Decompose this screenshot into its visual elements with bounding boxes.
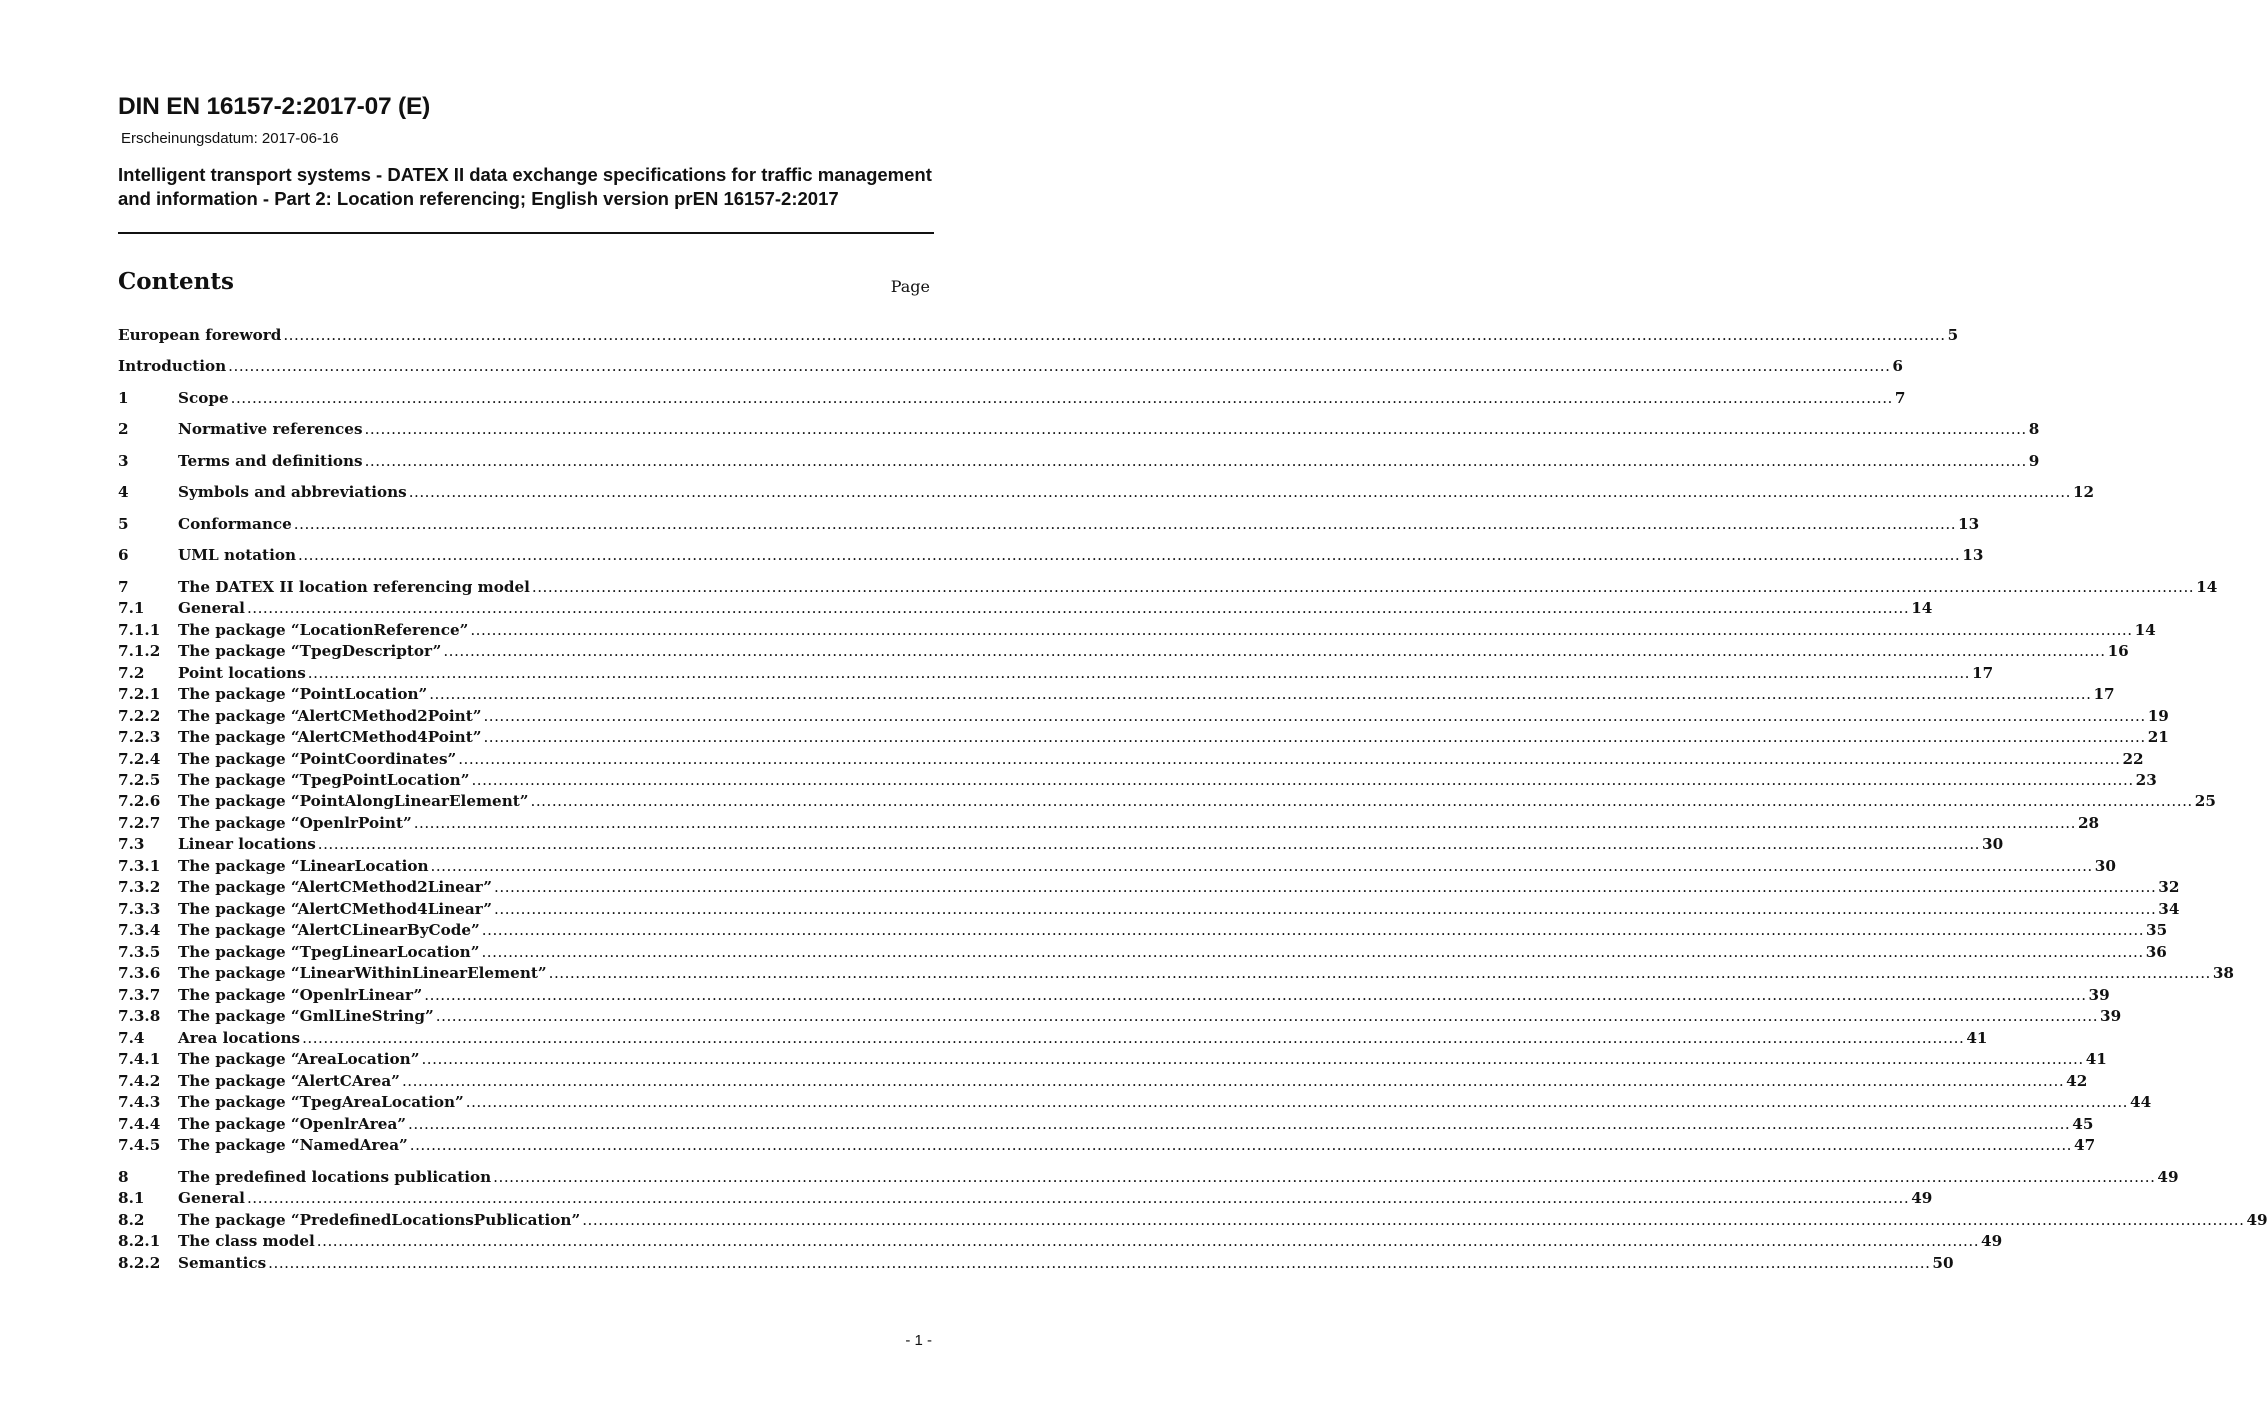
toc-entry-title: The package “GmlLineString” [178,1007,434,1025]
toc-entry-title: The package “AreaLocation” [178,1050,420,1068]
toc-leader-dots [483,707,2145,725]
toc-entry-number: 8.2.2 [118,1254,161,1272]
toc-entry-number: 7.2.1 [118,685,161,703]
toc-leader-dots [298,546,1960,564]
toc-entry-page: 38 [2212,964,2234,982]
toc-entry-title: Point locations [178,664,306,682]
toc-entry-number: 7.4.5 [118,1136,161,1154]
toc-entry-number: 7.2.6 [118,792,161,810]
toc-leader-dots [424,986,2086,1004]
toc-entry-page: 17 [1972,664,1994,682]
toc-entry-number: 7.1 [118,599,145,617]
toc-entry[interactable] [118,921,2168,943]
contents-heading: Contents [118,268,234,295]
toc-entry[interactable] [118,599,1933,621]
toc-entry-title: The package “AlertCLinearByCode” [178,921,480,939]
toc-leader-dots [317,1232,1979,1250]
toc-entry-page: 30 [2094,857,2116,875]
toc-entry-page: 22 [2122,750,2144,768]
toc-entry-page: 16 [2107,642,2129,660]
toc-entry-number: 7.4.2 [118,1072,161,1090]
toc-leader-dots [431,857,2093,875]
toc-entry-page: 9 [2028,452,2040,470]
toc-entry-number: 7 [118,578,129,596]
toc-leader-dots [494,900,2156,918]
toc-leader-dots [531,792,2193,810]
toc-entry[interactable] [118,792,2216,814]
toc-entry[interactable] [118,1072,2088,1094]
toc-entry-title: General [178,1189,245,1207]
toc-entry-number: 7.2.4 [118,750,161,768]
toc-entry[interactable] [118,621,2156,643]
toc-entry[interactable] [118,389,1906,411]
toc-entry-title: The package “PointAlongLinearElement” [178,792,529,810]
document-title: Intelligent transport systems - DATEX II data exchange specifications for traffic management and information - Part 2: Location referencing; English version prEN 16157-2:2017 [118,164,932,209]
toc-entry-title: Area locations [178,1029,301,1047]
toc-entry-title: The package “AlertCMethod4Linear” [178,900,493,918]
toc-entry-page: 7 [1894,389,1906,407]
toc-entry-number: 7.3.5 [118,943,161,961]
toc-entry-page: 49 [1911,1189,1933,1207]
toc-entry-title: European foreword [118,326,282,344]
toc-entry[interactable] [118,452,2040,474]
toc-entry-number: 7.3.4 [118,921,161,939]
toc-entry-title: The package “TpegDescriptor” [178,642,442,660]
toc-entry-page: 41 [1966,1029,1988,1047]
title-divider [118,232,934,234]
toc-entry-page: 30 [1982,835,2004,853]
toc-entry[interactable] [118,642,2129,664]
toc-entry-number: 7.1.1 [118,621,161,639]
toc-entry-number: 3 [118,452,129,470]
toc-entry-title: Semantics [178,1254,267,1272]
page-number: - 1 - [905,1332,932,1349]
toc-entry[interactable] [118,1168,2179,1190]
toc-entry-title: Normative references [178,420,363,438]
document-page [118,0,2268,1403]
toc-leader-dots [582,1211,2244,1229]
toc-entry-title: The package “NamedArea” [178,1136,408,1154]
toc-entry-page: 49 [2246,1211,2268,1229]
toc-entry[interactable] [118,878,2180,900]
toc-entry-page: 36 [2145,943,2167,961]
toc-entry-number: 7.3.3 [118,900,161,918]
toc-leader-dots [443,642,2105,660]
toc-entry-number: 7.4.4 [118,1115,161,1133]
toc-entry-page: 23 [2135,771,2157,789]
toc-entry-page: 49 [1981,1232,2003,1250]
toc-entry-number: 7.3.6 [118,964,161,982]
toc-entry[interactable] [118,1211,2268,1233]
toc-entry-title: The package “TpegAreaLocation” [178,1093,464,1111]
toc-leader-dots [470,621,2132,639]
toc-entry[interactable] [118,1115,2094,1137]
toc-entry-number: 4 [118,483,129,501]
toc-entry-number: 7.2 [118,664,145,682]
toc-entry-title: The package “TpegLinearLocation” [178,943,480,961]
toc-entry-page: 13 [1962,546,1984,564]
toc-entry[interactable] [118,750,2144,772]
toc-entry-page: 32 [2158,878,2180,896]
toc-entry-number: 7.4.3 [118,1093,161,1111]
toc-entry-title: Linear locations [178,835,316,853]
toc-entry-title: General [178,599,245,617]
toc-entry[interactable] [118,857,2116,879]
toc-entry[interactable] [118,943,2167,965]
toc-entry-page: 50 [1932,1254,1954,1272]
toc-entry-title: UML notation [178,546,297,564]
toc-entry-title: The package “PredefinedLocationsPublication” [178,1211,581,1229]
toc-entry-title: The package “AlertCMethod2Point” [178,707,482,725]
toc-entry-page: 8 [2028,420,2040,438]
toc-entry[interactable] [118,986,2110,1008]
toc-entry[interactable] [118,1007,2122,1029]
toc-entry-title: Symbols and abbreviations [178,483,407,501]
document-id: DIN EN 16157-2:2017-07 (E) [118,93,431,120]
toc-entry[interactable] [118,578,2218,600]
toc-entry-title: Scope [178,389,229,407]
toc-entry-title: The package “AlertCMethod4Point” [178,728,482,746]
toc-entry-page: 45 [2072,1115,2094,1133]
toc-entry-number: 7.2.7 [118,814,161,832]
toc-entry-number: 7.4 [118,1029,145,1047]
toc-entry[interactable] [118,420,2040,442]
toc-entry-page: 42 [2066,1072,2088,1090]
toc-entry[interactable] [118,964,2234,986]
toc-entry[interactable] [118,515,1980,537]
toc-leader-dots [493,1168,2155,1186]
toc-leader-dots [365,420,2027,438]
publication-date: Erscheinungsdatum: 2017-06-16 [121,130,339,147]
toc-entry-title: The package “AlertCArea” [178,1072,400,1090]
toc-entry[interactable] [118,1093,2152,1115]
page-column-label: Page [890,277,930,296]
toc-entry-number: 7.2.5 [118,771,161,789]
toc-entry-number: 7.4.1 [118,1050,161,1068]
toc-entry-title: The package “OpenlrPoint” [178,814,412,832]
toc-leader-dots [458,750,2120,768]
toc-leader-dots [482,921,2144,939]
toc-entry-page: 13 [1958,515,1980,533]
toc-leader-dots [494,878,2156,896]
toc-entry[interactable] [118,728,2169,750]
toc-entry-page: 14 [1911,599,1933,617]
toc-leader-dots [421,1050,2083,1068]
toc-entry[interactable] [118,1254,1954,1276]
toc-entry-title: The package “TpegPointLocation” [178,771,470,789]
toc-entry-page: 25 [2194,792,2216,810]
toc-entry-number: 7.3.8 [118,1007,161,1025]
toc-entry[interactable] [118,1029,1988,1051]
toc-entry-page: 34 [2158,900,2180,918]
toc-leader-dots [308,664,1970,682]
toc-leader-dots [549,964,2211,982]
toc-entry-page: 41 [2085,1050,2107,1068]
toc-entry-page: 47 [2074,1136,2096,1154]
toc-entry-number: 7.3.1 [118,857,161,875]
toc-leader-dots [481,943,2143,961]
toc-entry-page: 6 [1892,357,1903,375]
toc-entry-page: 28 [2077,814,2100,832]
toc-leader-dots [414,814,2076,832]
toc-entry-page: 39 [2100,1007,2122,1025]
toc-entry-page: 21 [2147,728,2169,746]
toc-entry-title: The class model [178,1232,315,1250]
toc-leader-dots [429,685,2091,703]
toc-entry-number: 5 [118,515,129,533]
toc-entry-title: The package “LinearWithinLinearElement” [178,964,547,982]
toc-entry-title: The package “AlertCMethod2Linear” [178,878,493,896]
toc-leader-dots [247,599,1909,617]
toc-entry[interactable] [118,771,2157,793]
toc-entry-page: 17 [2093,685,2115,703]
toc-entry-page: 39 [2088,986,2110,1004]
toc-entry-title: The package “PointLocation” [178,685,428,703]
toc-leader-dots [409,483,2071,501]
toc-entry-page: 35 [2146,921,2168,939]
toc-entry[interactable] [118,1050,2107,1072]
toc-entry-title: The package “LinearLocation [178,857,429,875]
toc-entry-number: 8 [118,1168,129,1186]
toc-entry-page: 5 [1947,326,1959,344]
toc-entry-title: Introduction [118,357,227,375]
toc-entry[interactable] [118,546,1984,568]
toc-entry-number: 7.3.7 [118,986,161,1004]
toc-leader-dots [402,1072,2064,1090]
toc-entry[interactable] [118,707,2169,729]
toc-entry-page: 44 [2130,1093,2152,1111]
toc-entry[interactable] [118,685,2115,707]
toc-entry-page: 49 [2157,1168,2179,1186]
toc-entry[interactable] [118,835,2004,857]
toc-entry-title: The DATEX II location referencing model [178,578,530,596]
toc-entry[interactable] [118,483,2095,505]
toc-entry-page: 14 [2134,621,2156,639]
toc-entry[interactable] [118,900,2180,922]
toc-leader-dots [483,728,2145,746]
toc-entry-number: 1 [118,389,129,407]
toc-entry[interactable] [118,1136,2096,1158]
toc-entry-number: 8.1 [118,1189,145,1207]
toc-leader-dots [302,1029,1964,1047]
toc-entry-number: 8.2 [118,1211,145,1229]
toc-leader-dots [436,1007,2098,1025]
toc-leader-dots [408,1115,2070,1133]
toc-entry-title: Conformance [178,515,292,533]
toc-leader-dots [365,452,2027,470]
toc-leader-dots [231,389,1893,407]
toc-leader-dots [471,771,2133,789]
toc-leader-dots [247,1189,1909,1207]
toc-entry-number: 8.2.1 [118,1232,161,1250]
toc-entry-number: 7.1.2 [118,642,161,660]
toc-leader-dots [228,357,1890,375]
toc-entry-page: 14 [2196,578,2218,596]
toc-entry[interactable] [118,1189,1933,1211]
toc-entry-page: 19 [2147,707,2169,725]
toc-entry-number: 2 [118,420,129,438]
toc-leader-dots [532,578,2194,596]
toc-entry[interactable] [118,814,2100,836]
toc-entry-number: 7.3.2 [118,878,161,896]
toc-entry-number: 7.3 [118,835,145,853]
toc-leader-dots [318,835,1980,853]
toc-entry-number: 7.2.3 [118,728,161,746]
toc-entry-page: 12 [2072,483,2095,501]
toc-entry-title: The package “OpenlrLinear” [178,986,423,1004]
toc-entry[interactable] [118,326,1959,348]
toc-entry-title: Terms and definitions [178,452,363,470]
toc-entry-number: 6 [118,546,129,564]
toc-entry-title: The package “LocationReference” [178,621,469,639]
toc-leader-dots [466,1093,2128,1111]
toc-leader-dots [268,1254,1930,1272]
toc-leader-dots [283,326,1945,344]
toc-entry-title: The predefined locations publication [178,1168,492,1186]
toc-entry-title: The package “PointCoordinates” [178,750,457,768]
toc-leader-dots [410,1136,2072,1154]
toc-entry[interactable] [118,357,1903,379]
toc-entry-number: 7.2.2 [118,707,161,725]
toc-entry[interactable] [118,664,1994,686]
toc-entry[interactable] [118,1232,2003,1254]
toc-entry-title: The package “OpenlrArea” [178,1115,407,1133]
toc-leader-dots [294,515,1956,533]
